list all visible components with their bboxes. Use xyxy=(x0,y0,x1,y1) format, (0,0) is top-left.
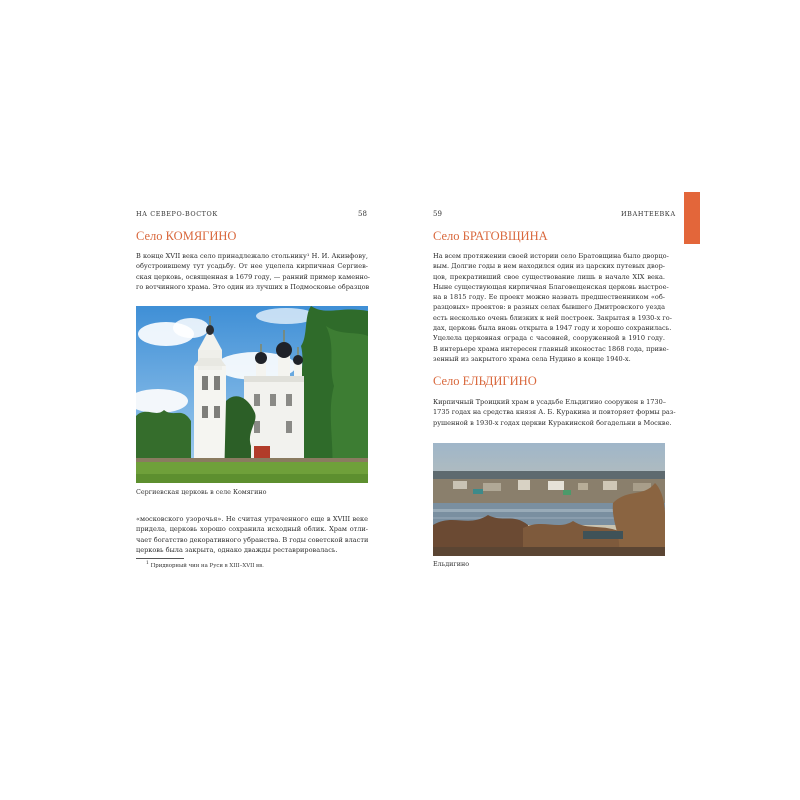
church-photo-caption: Сергиевская церковь в селе Комягино xyxy=(136,488,267,496)
eldigino-paragraph xyxy=(433,397,676,428)
komyagino-paragraph-2 xyxy=(136,514,368,555)
text-line: Кирпичный Троицкий храм в усадьбе Ельдигино сооружен в 1730– xyxy=(433,398,667,406)
text-line: Уцелела церковная ограда с часовней, сооруженной в 1910 году. xyxy=(433,334,665,343)
bratovshchina-title: Село БРАТОВЩИНА xyxy=(433,229,548,243)
footnote-divider xyxy=(136,558,184,559)
text-line: В конце XVII века село принадлежало стольнику¹ Н. И. Акинфову, xyxy=(136,252,368,260)
text-line: обустроившему тут усадьбу. От нее уцелела кирпичная Сергиев- xyxy=(136,262,368,271)
eldigino-landscape-illustration xyxy=(433,443,665,556)
text-line: церковь была закрыта, однако дважды реставрировалась. xyxy=(136,545,338,554)
text-line: ская церковь, освященная в 1679 году, — ранний пример каменно- xyxy=(136,272,371,281)
text-line: чает богатство декоративного убранства. В годы советской власти xyxy=(136,535,369,544)
text-line: го вотчинного храма. Это один из лучших в Подмосковье образцов xyxy=(136,282,370,291)
komyagino-paragraph-1 xyxy=(136,251,371,292)
text-line: на в 1815 году. Ее проект можно назвать предшественником «об- xyxy=(433,293,665,302)
right-running-head: ИВАНТЕЕВКА xyxy=(621,210,676,218)
eldigino-title: Село ЕЛЬДИГИНО xyxy=(433,374,537,388)
bratovshchina-paragraph xyxy=(433,251,672,364)
right-page xyxy=(400,0,800,800)
text-line: зенный из закрытого храма села Нудино в конце 1940-х. xyxy=(433,354,631,363)
komyagino-title: Село КОМЯГИНО xyxy=(136,229,237,243)
left-page-number: 58 xyxy=(358,210,367,218)
eldigino-photo-caption: Ельдигино xyxy=(433,560,470,568)
text-line: Ныне существующая кирпичная Благовещенская церковь выстрое- xyxy=(433,282,669,291)
footnote xyxy=(146,561,264,569)
left-running-head: НА СЕВЕРО-ВОСТОК xyxy=(136,210,218,218)
text-line: разцовых» проектов: в разных селах бывшего Дмитровского уезда xyxy=(433,303,665,312)
chapter-tab-marker xyxy=(684,192,700,244)
church-illustration xyxy=(136,306,368,483)
footnote-text: Придворный чин на Руси в XIII–XVII вв. xyxy=(150,562,264,569)
text-line: придела, церковь хорошо сохранила исходный облик. Храм отли- xyxy=(136,525,368,534)
eldigino-photo xyxy=(433,443,665,556)
text-line: дах, церковь была вновь открыта в 1947 году и хорошо сохранилась. xyxy=(433,324,672,333)
text-line: 1735 годах на средства князя А. Б. Куракина и повторяет формы раз- xyxy=(433,408,676,417)
text-line: «московского узорочья». Не считая утраченного еще в XVIII веке xyxy=(136,515,368,523)
right-page-number: 59 xyxy=(433,210,442,218)
text-line: рушенной в 1930-х годах церкви Куракинской богадельни в Москве. xyxy=(433,418,672,427)
footnote-mark: 1 xyxy=(146,561,149,566)
text-line: есть несколько очень близких к ней построек. Закрытая в 1930-х го- xyxy=(433,313,672,322)
text-line: На всем протяжении своей истории село Братовщина было дворцо- xyxy=(433,252,669,260)
text-line: В интерьере храма интересен главный иконостас 1868 года, приве- xyxy=(433,344,669,353)
sergievskaya-church-photo xyxy=(136,306,368,483)
text-line: вым. Долгие годы в нем находился один из царских путевых двор- xyxy=(433,262,665,271)
text-line: цов, прекративший свое существование лишь в начале XIX века. xyxy=(433,272,665,281)
